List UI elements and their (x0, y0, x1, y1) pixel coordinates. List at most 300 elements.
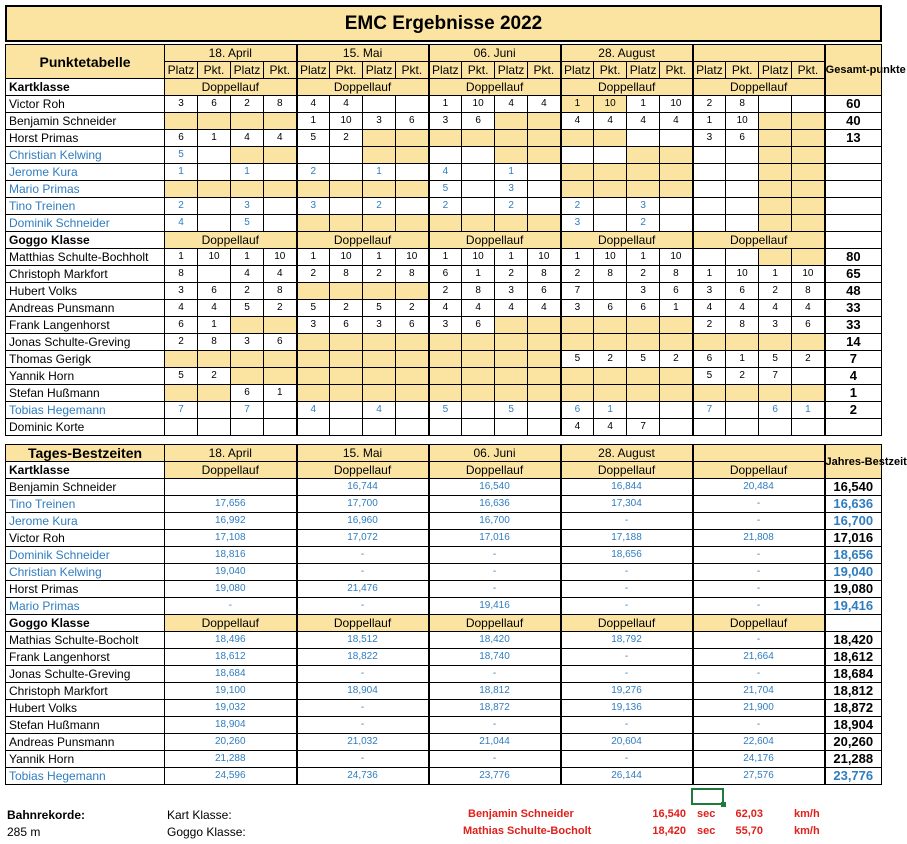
column-subheader: Pkt. (726, 62, 759, 79)
score-cell: 2 (264, 300, 297, 317)
lap-time: - (297, 598, 429, 615)
lap-time: - (693, 632, 825, 649)
score-cell (528, 419, 561, 436)
score-cell (396, 368, 429, 385)
lap-time: 16,844 (561, 479, 693, 496)
score-cell: 10 (726, 113, 759, 130)
score-cell (561, 317, 594, 334)
score-cell (528, 385, 561, 402)
score-cell: 2 (198, 368, 231, 385)
lap-time: 19,136 (561, 700, 693, 717)
score-cell (693, 385, 726, 402)
lap-time: - (429, 666, 561, 683)
lap-time: - (429, 717, 561, 734)
score-cell (231, 368, 264, 385)
table-heading: Tages-Bestzeiten (6, 445, 165, 462)
table-row (6, 419, 882, 436)
score-cell (198, 215, 231, 232)
score-cell (396, 402, 429, 419)
total-points (825, 181, 882, 198)
score-cell: 1 (495, 249, 528, 266)
score-cell (627, 368, 660, 385)
total-points: 7 (825, 351, 882, 368)
score-cell: 3 (363, 113, 396, 130)
class-label: Kartklasse (6, 79, 165, 96)
score-cell (693, 249, 726, 266)
score-cell: 5 (165, 147, 198, 164)
score-cell (693, 334, 726, 351)
score-cell (429, 385, 462, 402)
score-cell: 4 (264, 130, 297, 147)
race-date: 15. Mai (297, 445, 429, 462)
score-cell (429, 147, 462, 164)
lap-time: - (561, 717, 693, 734)
table-row (6, 649, 882, 666)
score-cell: 2 (693, 96, 726, 113)
score-cell: 8 (462, 283, 495, 300)
driver-name: Victor Roh (6, 530, 165, 547)
header-row (6, 445, 882, 462)
score-cell (429, 334, 462, 351)
lap-time: 21,476 (297, 581, 429, 598)
score-cell: 2 (231, 96, 264, 113)
race-date: 06. Juni (429, 445, 561, 462)
score-cell (792, 130, 825, 147)
score-cell (759, 198, 792, 215)
score-cell (462, 181, 495, 198)
lap-time: 18,816 (165, 547, 297, 564)
best-time: 18,812 (825, 683, 882, 700)
driver-name: Dominik Schneider (6, 547, 165, 564)
run-label: Doppellauf (297, 615, 429, 632)
score-cell (726, 249, 759, 266)
total-points: 80 (825, 249, 882, 266)
score-cell (660, 164, 693, 181)
lap-time: - (297, 666, 429, 683)
run-label: Doppellauf (165, 79, 297, 96)
score-cell: 8 (792, 283, 825, 300)
score-cell: 6 (528, 283, 561, 300)
score-cell: 2 (165, 198, 198, 215)
score-cell: 2 (627, 266, 660, 283)
score-cell (660, 147, 693, 164)
total-points: 2 (825, 402, 882, 419)
record-speed-unit: km/h (794, 808, 820, 820)
score-cell (429, 419, 462, 436)
driver-name: Christoph Markfort (6, 683, 165, 700)
score-cell (660, 368, 693, 385)
score-cell (528, 164, 561, 181)
run-label: Doppellauf (561, 615, 693, 632)
score-cell (693, 164, 726, 181)
score-cell: 1 (297, 113, 330, 130)
table-row (6, 334, 882, 351)
score-cell (495, 351, 528, 368)
score-cell: 2 (231, 283, 264, 300)
run-label: Doppellauf (429, 79, 561, 96)
score-cell: 2 (330, 130, 363, 147)
score-cell (594, 164, 627, 181)
column-subheader: Pkt. (396, 62, 429, 79)
table-row (6, 164, 882, 181)
score-cell: 2 (495, 198, 528, 215)
table-row (6, 547, 882, 564)
score-cell (330, 147, 363, 164)
lap-time: 19,276 (561, 683, 693, 700)
score-cell (363, 147, 396, 164)
score-cell (726, 198, 759, 215)
score-cell: 10 (726, 266, 759, 283)
lap-time: 21,032 (297, 734, 429, 751)
score-cell (264, 215, 297, 232)
score-cell: 3 (693, 130, 726, 147)
score-cell (627, 130, 660, 147)
lap-time: - (693, 564, 825, 581)
run-label: Doppellauf (297, 232, 429, 249)
best-cell (825, 615, 882, 632)
lap-time: 26,144 (561, 768, 693, 785)
lap-time: 18,496 (165, 632, 297, 649)
record-holder: Mathias Schulte-Bocholt (463, 825, 592, 837)
score-cell: 8 (165, 266, 198, 283)
score-cell (363, 181, 396, 198)
score-cell (462, 385, 495, 402)
score-cell (396, 198, 429, 215)
score-cell (198, 164, 231, 181)
score-cell (759, 419, 792, 436)
table-row (6, 266, 882, 283)
lap-time: 16,992 (165, 513, 297, 530)
lap-time: - (165, 598, 297, 615)
lap-time: 17,656 (165, 496, 297, 513)
score-cell (561, 147, 594, 164)
score-cell (726, 164, 759, 181)
lap-time: 18,612 (165, 649, 297, 666)
driver-name: Stefan Hußmann (6, 717, 165, 734)
score-cell: 8 (594, 266, 627, 283)
score-cell (726, 402, 759, 419)
score-cell: 8 (726, 317, 759, 334)
score-cell: 5 (363, 300, 396, 317)
lap-time: 17,304 (561, 496, 693, 513)
score-cell: 7 (561, 283, 594, 300)
score-cell (792, 419, 825, 436)
lap-time: - (693, 496, 825, 513)
score-cell (726, 334, 759, 351)
score-cell: 6 (759, 402, 792, 419)
score-cell (462, 334, 495, 351)
total-points: 4 (825, 368, 882, 385)
column-subheader: Pkt. (198, 62, 231, 79)
score-cell (594, 130, 627, 147)
score-cell: 8 (528, 266, 561, 283)
score-cell (264, 419, 297, 436)
score-cell: 1 (627, 96, 660, 113)
score-cell: 1 (726, 351, 759, 368)
score-cell: 6 (594, 300, 627, 317)
lap-time: 18,656 (561, 547, 693, 564)
score-cell (627, 147, 660, 164)
score-cell: 8 (330, 266, 363, 283)
score-cell (165, 181, 198, 198)
score-cell: 5 (165, 368, 198, 385)
driver-name: Mario Primas (6, 181, 165, 198)
score-cell (264, 181, 297, 198)
score-cell: 5 (231, 215, 264, 232)
score-cell (495, 334, 528, 351)
score-cell (495, 147, 528, 164)
score-cell: 4 (726, 300, 759, 317)
score-cell: 5 (495, 402, 528, 419)
score-cell: 4 (429, 300, 462, 317)
total-points (825, 164, 882, 181)
score-cell (726, 419, 759, 436)
score-cell: 10 (330, 249, 363, 266)
driver-name: Hubert Volks (6, 700, 165, 717)
score-cell (330, 385, 363, 402)
lap-time: - (429, 564, 561, 581)
driver-name: Jerome Kura (6, 164, 165, 181)
score-cell (297, 385, 330, 402)
lap-time: 17,188 (561, 530, 693, 547)
score-cell (396, 96, 429, 113)
score-cell: 4 (528, 300, 561, 317)
score-cell: 1 (198, 317, 231, 334)
score-cell (363, 351, 396, 368)
race-date: 06. Juni (429, 45, 561, 62)
score-cell (627, 164, 660, 181)
score-cell: 4 (165, 300, 198, 317)
score-cell: 2 (297, 266, 330, 283)
score-cell (660, 181, 693, 198)
score-cell: 10 (594, 249, 627, 266)
record-time-unit: sec (697, 808, 716, 820)
driver-name: Matthias Schulte-Bochholt (6, 249, 165, 266)
score-cell (594, 198, 627, 215)
best-time: 16,636 (825, 496, 882, 513)
race-date: 18. April (165, 45, 297, 62)
lap-time: 20,484 (693, 479, 825, 496)
column-subheader: Platz (165, 62, 198, 79)
driver-name: Jonas Schulte-Greving (6, 666, 165, 683)
score-cell (528, 147, 561, 164)
score-cell (363, 334, 396, 351)
score-cell (561, 334, 594, 351)
table-row (6, 632, 882, 649)
score-cell: 2 (429, 283, 462, 300)
score-cell (396, 147, 429, 164)
lap-time: - (561, 751, 693, 768)
score-cell (330, 402, 363, 419)
score-cell: 10 (528, 249, 561, 266)
score-cell: 6 (165, 317, 198, 334)
lap-time: 18,872 (429, 700, 561, 717)
header-row (6, 45, 882, 62)
table-row (6, 666, 882, 683)
run-label: Doppellauf (429, 232, 561, 249)
best-time: 19,040 (825, 564, 882, 581)
score-cell: 4 (594, 419, 627, 436)
lap-time: 21,664 (693, 649, 825, 666)
score-cell (495, 368, 528, 385)
run-label: Doppellauf (561, 462, 693, 479)
score-cell: 6 (462, 113, 495, 130)
score-cell (462, 164, 495, 181)
score-cell: 5 (429, 181, 462, 198)
score-cell: 6 (396, 113, 429, 130)
score-cell (231, 419, 264, 436)
score-cell: 8 (660, 266, 693, 283)
table-row (6, 96, 882, 113)
score-cell: 2 (561, 266, 594, 283)
record-speed: 55,70 (735, 825, 763, 837)
table-row (6, 717, 882, 734)
score-cell: 8 (264, 283, 297, 300)
score-cell: 2 (363, 198, 396, 215)
run-label: Doppellauf (165, 615, 297, 632)
driver-name: Mario Primas (6, 598, 165, 615)
points-table (5, 44, 906, 436)
score-cell (198, 113, 231, 130)
section-row (6, 615, 882, 632)
score-cell: 1 (363, 164, 396, 181)
lap-time: 18,420 (429, 632, 561, 649)
score-cell: 1 (561, 249, 594, 266)
score-cell (462, 351, 495, 368)
score-cell (594, 215, 627, 232)
score-cell (495, 385, 528, 402)
score-cell: 10 (594, 96, 627, 113)
score-cell: 1 (297, 249, 330, 266)
driver-name: Frank Langenhorst (6, 317, 165, 334)
table-row (6, 768, 882, 785)
best-time-header: Jahres-Bestzeit (825, 445, 882, 479)
run-label: Doppellauf (429, 462, 561, 479)
table-row (6, 317, 882, 334)
run-label: Doppellauf (165, 462, 297, 479)
lap-time: 21,288 (165, 751, 297, 768)
score-cell: 3 (297, 198, 330, 215)
score-cell (495, 113, 528, 130)
score-cell: 10 (264, 249, 297, 266)
score-cell (165, 385, 198, 402)
score-cell: 2 (297, 164, 330, 181)
lap-time: - (429, 751, 561, 768)
score-cell (363, 215, 396, 232)
table-row (6, 249, 882, 266)
score-cell (198, 266, 231, 283)
score-cell: 1 (429, 96, 462, 113)
score-cell (165, 351, 198, 368)
total-points: 40 (825, 113, 882, 130)
total-points: 48 (825, 283, 882, 300)
score-cell (726, 385, 759, 402)
lap-time: 18,792 (561, 632, 693, 649)
table-row (6, 283, 882, 300)
driver-name: Mathias Schulte-Bocholt (6, 632, 165, 649)
score-cell: 2 (693, 317, 726, 334)
score-cell (396, 130, 429, 147)
total-points (825, 198, 882, 215)
score-cell: 5 (627, 351, 660, 368)
score-cell: 4 (759, 300, 792, 317)
total-points: 60 (825, 96, 882, 113)
score-cell: 7 (759, 368, 792, 385)
lap-time: - (297, 700, 429, 717)
score-cell: 4 (693, 300, 726, 317)
score-cell: 3 (231, 334, 264, 351)
score-cell (759, 96, 792, 113)
score-cell: 4 (792, 300, 825, 317)
lap-time: - (297, 564, 429, 581)
total-points: 1 (825, 385, 882, 402)
score-cell: 10 (462, 96, 495, 113)
score-cell (165, 113, 198, 130)
run-label: Doppellauf (297, 79, 429, 96)
score-cell (429, 130, 462, 147)
lap-time: 16,540 (429, 479, 561, 496)
score-cell: 6 (396, 317, 429, 334)
column-subheader: Platz (297, 62, 330, 79)
score-cell: 8 (396, 266, 429, 283)
score-cell: 3 (429, 113, 462, 130)
score-cell (561, 164, 594, 181)
column-subheader: Pkt. (660, 62, 693, 79)
score-cell: 1 (429, 249, 462, 266)
score-cell (792, 249, 825, 266)
score-cell (528, 402, 561, 419)
score-cell (627, 385, 660, 402)
score-cell: 6 (264, 334, 297, 351)
score-cell: 4 (231, 130, 264, 147)
score-cell (330, 351, 363, 368)
best-time: 18,612 (825, 649, 882, 666)
driver-name: Frank Langenhorst (6, 649, 165, 666)
score-cell: 10 (330, 113, 363, 130)
lap-time: 18,512 (297, 632, 429, 649)
table-row (6, 130, 882, 147)
score-cell (627, 317, 660, 334)
score-cell (297, 351, 330, 368)
driver-name: Yannik Horn (6, 751, 165, 768)
score-cell (264, 113, 297, 130)
records-label: Bahnrekorde: (7, 808, 86, 822)
score-cell (462, 402, 495, 419)
score-cell: 2 (495, 266, 528, 283)
score-cell (561, 368, 594, 385)
table-row (6, 113, 882, 130)
best-time: 18,904 (825, 717, 882, 734)
score-cell (594, 368, 627, 385)
lap-time: 18,904 (165, 717, 297, 734)
lap-time: - (561, 513, 693, 530)
total-points: 65 (825, 266, 882, 283)
table-row (6, 368, 882, 385)
best-time: 16,540 (825, 479, 882, 496)
race-date: 28. August (561, 445, 693, 462)
table-row (6, 683, 882, 700)
race-date: 18. April (165, 445, 297, 462)
best-time: 19,416 (825, 598, 882, 615)
score-cell (792, 96, 825, 113)
lap-time: 19,040 (165, 564, 297, 581)
score-cell: 6 (660, 283, 693, 300)
score-cell (792, 147, 825, 164)
driver-name: Jonas Schulte-Greving (6, 334, 165, 351)
score-cell (528, 317, 561, 334)
lap-time: 16,700 (429, 513, 561, 530)
column-subheader: Pkt. (462, 62, 495, 79)
